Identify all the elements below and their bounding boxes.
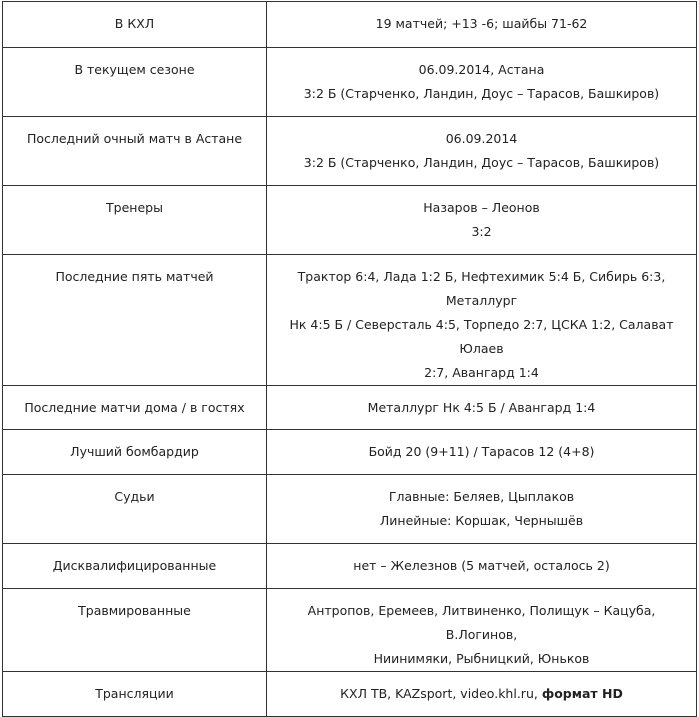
row-value xyxy=(267,475,697,544)
row-label: Тренеры xyxy=(3,186,267,255)
row-label: В текущем сезоне xyxy=(3,48,267,117)
value-line: Главные: Беляев, Цыплаков xyxy=(388,489,575,504)
value-line: Ниинимяки, Рыбницкий, Юньков xyxy=(373,651,590,666)
value-line: Трактор 6:4, Лада 1:2 Б, Нефтехимик 5:4 Б, Сибирь 6:3, Металлург xyxy=(297,269,666,308)
value-line: Бойд 20 (9+11) / Тарасов 12 (4+8) xyxy=(368,444,595,459)
table-row xyxy=(3,475,697,544)
table-row xyxy=(3,255,697,386)
value-line: 19 матчей; +13 -6; шайбы 71-62 xyxy=(375,16,588,31)
row-label: Травмированные xyxy=(3,589,267,672)
row-label: Последние пять матчей xyxy=(3,255,267,386)
table-row xyxy=(3,589,697,672)
table-row xyxy=(3,672,697,717)
table-row xyxy=(3,386,697,430)
table-row xyxy=(3,186,697,255)
table-row xyxy=(3,544,697,589)
row-label: Последний очный матч в Астане xyxy=(3,117,267,186)
row-value xyxy=(267,48,697,117)
value-line: 06.09.2014, Астана xyxy=(418,62,545,77)
row-value xyxy=(267,2,697,48)
value-line: 2:7, Авангард 1:4 xyxy=(424,365,539,380)
value-line: 06.09.2014 xyxy=(445,131,518,146)
row-label: Дисквалифицированные xyxy=(3,544,267,589)
row-value xyxy=(267,386,697,430)
value-line: Нк 4:5 Б / Северсталь 4:5, Торпедо 2:7, ЦСКА 1:2, Салават Юлаев xyxy=(289,317,674,356)
value-line: 3:2 xyxy=(471,224,492,239)
value-line: Назаров – Леонов xyxy=(423,200,540,215)
match-info-table xyxy=(2,1,697,717)
broadcast-channels: КХЛ ТВ, KAZsport, video.khl.ru, xyxy=(340,686,542,701)
row-value xyxy=(267,672,697,717)
row-label: Лучший бомбардир xyxy=(3,430,267,475)
value-line: 3:2 Б (Старченко, Ландин, Доус – Тарасов, Башкиров) xyxy=(303,155,660,170)
value-line: нет – Железнов (5 матчей, осталось 2) xyxy=(353,558,610,573)
row-value xyxy=(267,589,697,672)
value-line: Антропов, Еремеев, Литвиненко, Полищук – Кацуба, В.Логинов, xyxy=(307,603,656,642)
row-value xyxy=(267,430,697,475)
value-line: 3:2 Б (Старченко, Ландин, Доус – Тарасов, Башкиров) xyxy=(303,86,660,101)
row-label: Трансляции xyxy=(3,672,267,717)
row-value xyxy=(267,186,697,255)
table-row xyxy=(3,430,697,475)
table-row xyxy=(3,2,697,48)
table-row xyxy=(3,117,697,186)
row-value xyxy=(267,117,697,186)
value-line: Линейные: Коршак, Чернышёв xyxy=(379,513,584,528)
row-value xyxy=(267,544,697,589)
value-line: Металлург Нк 4:5 Б / Авангард 1:4 xyxy=(367,400,596,415)
row-label: Судьи xyxy=(3,475,267,544)
table-row xyxy=(3,48,697,117)
row-label: В КХЛ xyxy=(3,2,267,48)
value-line xyxy=(275,682,688,706)
row-label: Последние матчи дома / в гостях xyxy=(3,386,267,430)
broadcast-format: формат HD xyxy=(541,686,623,701)
row-value xyxy=(267,255,697,386)
